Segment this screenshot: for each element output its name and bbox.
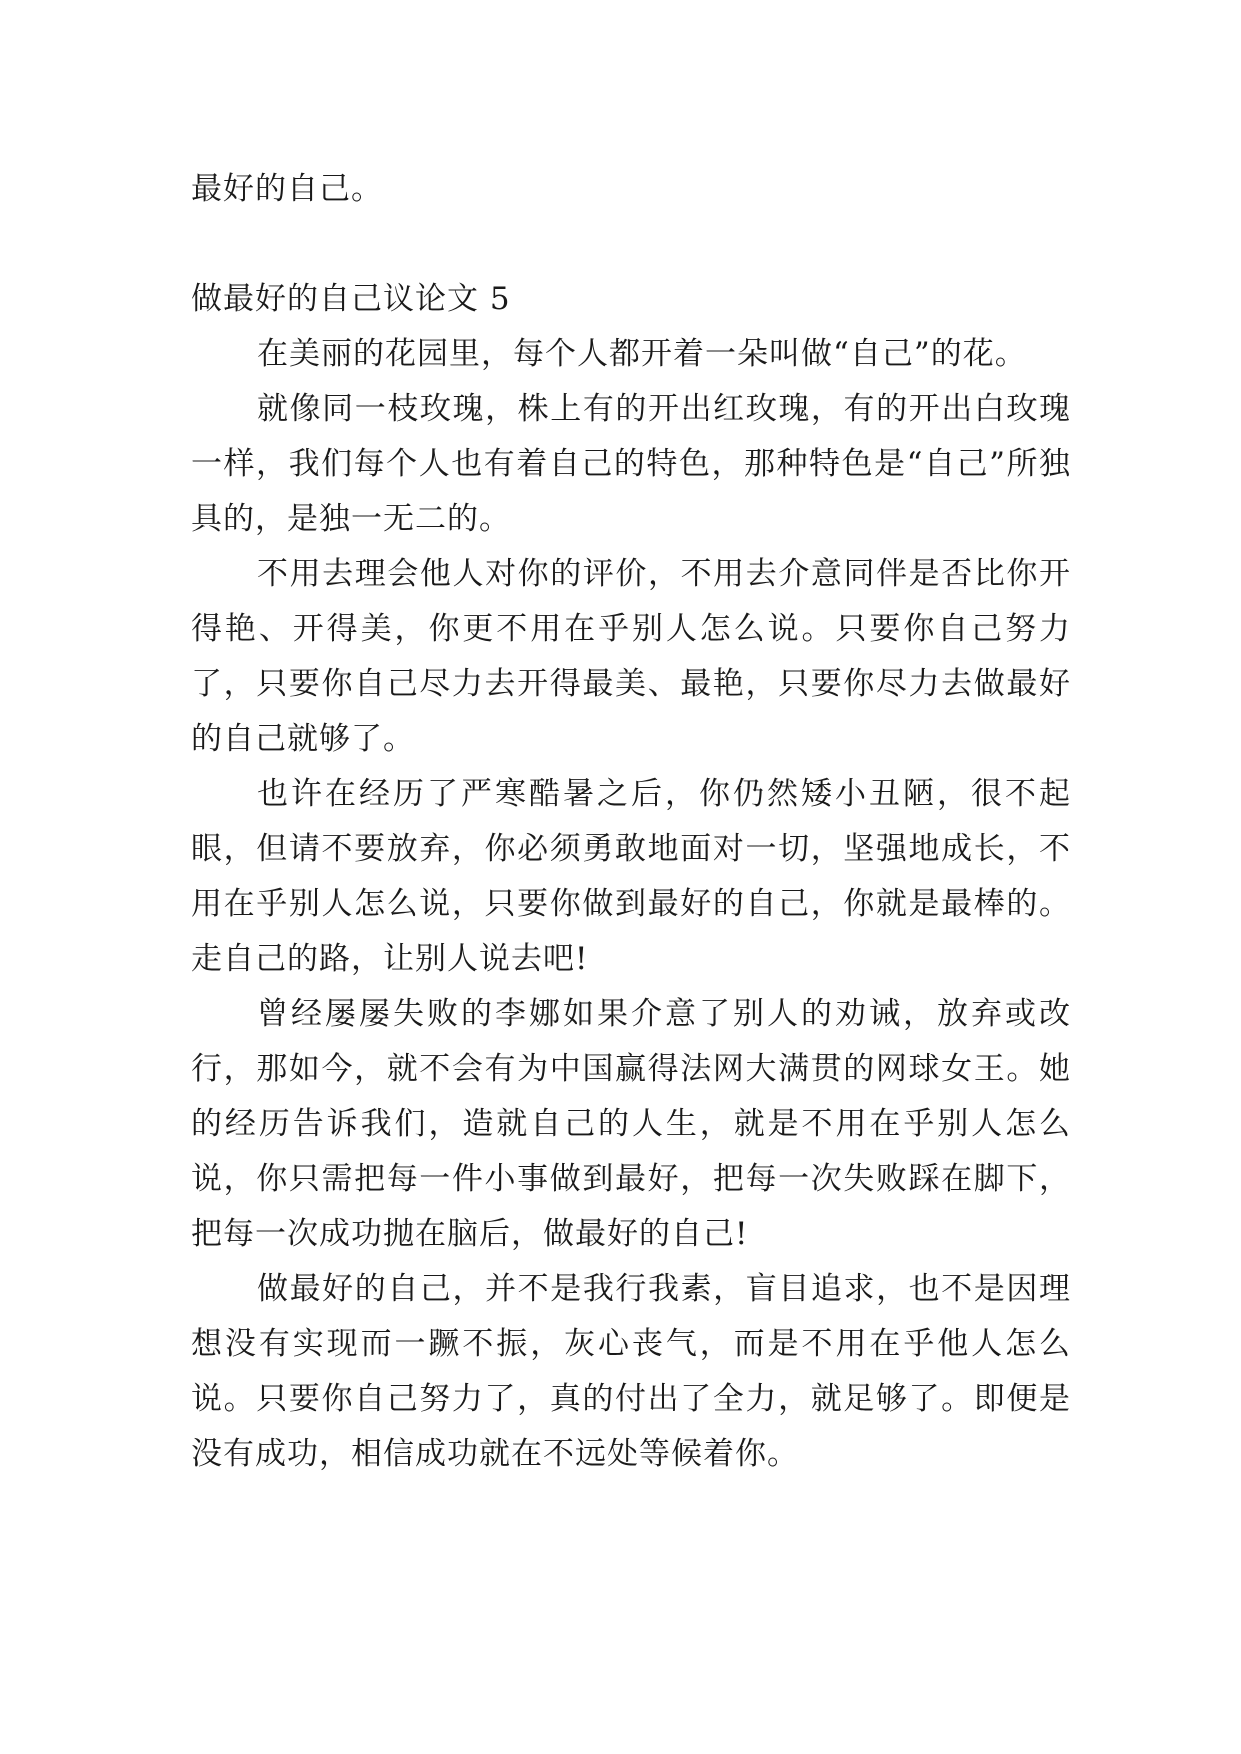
section-heading: 做最好的自己议论文 5 (191, 281, 511, 317)
lead-text: 最好的自己。 (191, 171, 383, 207)
document-body (191, 162, 1071, 1482)
paragraph-3: 不用去理会他人对你的评价，不用去介意同伴是否比你开得艳、开得美，你更不用在乎别人怎么说。只要你自己努力了，只要你自己尽力去开得最美、最艳，只要你尽力去做最好的自己就够了。 (191, 556, 1071, 757)
paragraph-2: 就像同一枝玫瑰，株上有的开出红玫瑰，有的开出白玫瑰一样，我们每个人也有着自己的特色，那种特色是“自己”所独具的，是独一无二的。 (191, 391, 1071, 537)
paragraph-1: 在美丽的花园里，每个人都开着一朵叫做“自己”的花。 (257, 336, 1027, 372)
paragraph-5: 曾经屡屡失败的李娜如果介意了别人的劝诫，放弃或改行，那如今，就不会有为中国赢得法网大满贯的网球女王。她的经历告诉我们，造就自己的人生，就是不用在乎别人怎么说，你只需把每一件小事做到最好，把每一次失败踩在脚下，把每一次成功抛在脑后，做最好的自己! (191, 996, 1071, 1252)
paragraph-4: 也许在经历了严寒酷暑之后，你仍然矮小丑陋，很不起眼，但请不要放弃，你必须勇敢地面对一切，坚强地成长，不用在乎别人怎么说，只要你做到最好的自己，你就是最棒的。走自己的路，让别人说去吧! (191, 776, 1071, 977)
paragraph-6: 做最好的自己，并不是我行我素，盲目追求，也不是因理想没有实现而一蹶不振，灰心丧气，而是不用在乎他人怎么说。只要你自己努力了，真的付出了全力，就足够了。即便是没有成功，相信成功就在不远处等候着你。 (191, 1271, 1071, 1472)
